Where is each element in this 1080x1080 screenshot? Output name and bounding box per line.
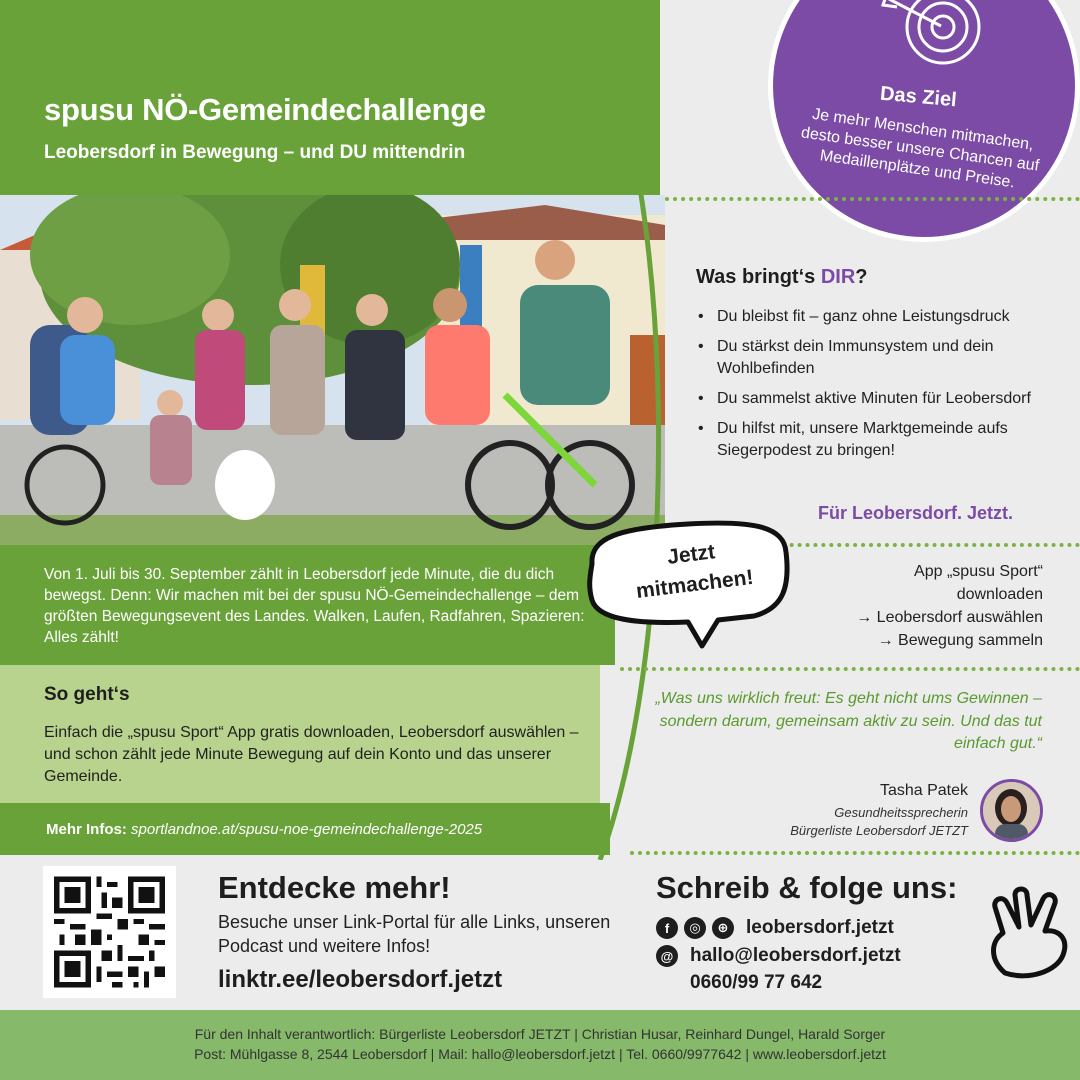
social-handle[interactable]: leobersdorf.jetzt xyxy=(746,917,894,938)
quote-author: Tasha Patek xyxy=(879,782,968,799)
at-sign-icon: @ xyxy=(656,945,678,967)
slogan: Für Leobersdorf. Jetzt. xyxy=(818,503,1014,523)
author-role-line: Bürgerliste Leobersdorf JETZT xyxy=(790,823,968,838)
step-line: → Bewegung sammeln xyxy=(877,632,1043,649)
list-item: • Du hilfst mit, unsere Marktgemeinde aufs Siegerpodest zu bringen! xyxy=(696,418,1066,462)
footer-imprint: Für den Inhalt verantwortlich: Bürgerliste Leobersdorf JETZT | Christian Husar, Reinhard Dungel, Harald Sorger xyxy=(194,1026,886,1042)
globe-icon[interactable]: ⊕ xyxy=(712,917,734,939)
benefits-list xyxy=(696,306,1066,470)
benefits-title xyxy=(696,266,868,289)
list-item: • Du bleibst fit – ganz ohne Leistungsdruck xyxy=(696,306,1066,328)
follow-title: Schreib & folge uns: xyxy=(656,870,958,905)
goal-text: Je mehr Menschen mitmachen, desto besser unsere Chancen auf Medaillenplätze und Preise. xyxy=(799,105,1041,192)
discover-title: Entdecke mehr! xyxy=(218,870,451,905)
social-row xyxy=(656,915,894,941)
dotted-divider xyxy=(620,667,1080,671)
avatar-illustration xyxy=(983,782,1040,839)
dotted-divider xyxy=(665,197,1080,201)
more-info-label: Mehr Infos: xyxy=(46,821,127,838)
target-icon xyxy=(881,0,1001,87)
intro-text: Von 1. Juli bis 30. September zählt in Leobersdorf jede Minute, die du dich bewegst. Denn: Wir machen mit bei der spusu NÖ-Gemeindechallenge – dem größten Bewegungsevent des Landes. Walken, Laufen, Radfahren, Spazieren: Alles zählt! xyxy=(44,566,585,646)
benefits-title-highlight: DIR xyxy=(820,266,856,288)
quote-text: „Was uns wirklich freut: Es geht nicht ums Gewinnen – sondern darum, gemeinsam aktiv zu sein. Und das tut einfach gut.“ xyxy=(655,690,1042,752)
instagram-icon[interactable]: ◎ xyxy=(684,917,706,939)
benefits-title-prefix: Was bringt‘s xyxy=(696,266,821,288)
linktree-link[interactable]: linktr.ee/leobersdorf.jetzt xyxy=(218,966,503,993)
more-info xyxy=(46,821,482,838)
step-line: → Leobersdorf auswählen xyxy=(856,609,1043,626)
step-line: App „spusu Sport“ xyxy=(914,563,1043,580)
qr-code[interactable] xyxy=(43,866,176,998)
steps-text xyxy=(800,560,1043,652)
quote-author-role xyxy=(720,804,968,840)
email-row xyxy=(656,943,901,969)
call-to-action-line1: Jetzt xyxy=(665,540,717,569)
list-item: • Du stärkst dein Immunsystem und dein Wohlbefinden xyxy=(696,336,1066,380)
phone-number: 0660/99 77 642 xyxy=(690,972,823,993)
benefits-title-suffix: ? xyxy=(855,266,868,288)
how-title: So geht‘s xyxy=(44,684,130,705)
facebook-icon[interactable]: f xyxy=(656,917,678,939)
call-to-action-line2: mitmachen! xyxy=(634,565,755,603)
page-subtitle: Leobersdorf in Bewegung – und DU mittendrin xyxy=(44,142,466,163)
how-text: Einfach die „spusu Sport“ App gratis downloaden, Leobersdorf auswählen – und schon zählt jede Minute Bewegung auf dein Konto und das unserer Gemeinde. xyxy=(44,724,579,785)
hand-gesture-icon xyxy=(985,885,1075,980)
dotted-divider xyxy=(630,851,1080,855)
list-item: • Du sammelst aktive Minuten für Leobersdorf xyxy=(696,388,1066,410)
more-info-link[interactable]: sportlandnoe.at/spusu-noe-gemeindechallenge-2025 xyxy=(131,821,483,838)
goal-title: Das Ziel xyxy=(879,82,958,112)
page-title: spusu NÖ-Gemeindechallenge xyxy=(44,92,486,127)
author-role-line: Gesundheitssprecherin xyxy=(834,805,968,820)
email-link[interactable]: hallo@leobersdorf.jetzt xyxy=(690,945,901,966)
qr-code-graphic xyxy=(43,866,176,998)
avatar xyxy=(980,779,1043,842)
step-line: downloaden xyxy=(956,586,1043,603)
footer-contact: Post: Mühlgasse 8, 2544 Leobersdorf | Mail: hallo@leobersdorf.jetzt | Tel. 0660/9977642 | www.leobersdorf.jetzt xyxy=(194,1046,886,1062)
footer xyxy=(0,1010,1080,1080)
discover-text: Besuche unser Link-Portal für alle Links, unseren Podcast und weitere Infos! xyxy=(218,912,611,956)
